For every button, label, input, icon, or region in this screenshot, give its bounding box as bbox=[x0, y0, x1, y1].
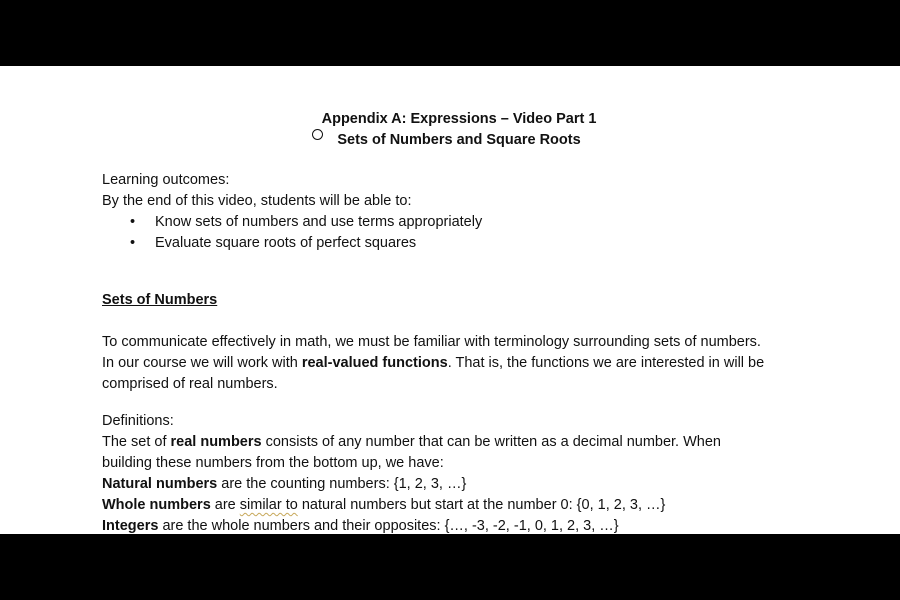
outcome-text: Know sets of numbers and use terms appropriately bbox=[155, 214, 483, 230]
list-item bbox=[102, 233, 822, 254]
title-line-2: Sets of Numbers and Square Roots bbox=[337, 132, 581, 148]
title-line-1: Appendix A: Expressions – Video Part 1 bbox=[321, 111, 597, 127]
text-run: are the whole numbers and their opposites: {…, -3, -2, -1, 0, 1, 2, 3, …} bbox=[158, 518, 619, 534]
bold-term: Whole numbers bbox=[102, 497, 211, 513]
bold-term: real numbers bbox=[170, 434, 262, 450]
paragraph-line: To communicate effectively in math, we must be familiar with terminology surrounding sets of numbers. bbox=[102, 334, 761, 350]
paragraph-line: comprised of real numbers. bbox=[102, 376, 278, 392]
outcome-text: Evaluate square roots of perfect squares bbox=[155, 235, 417, 251]
text-run: are bbox=[210, 497, 240, 513]
outcomes-intro: By the end of this video, students will be able to: bbox=[102, 193, 412, 209]
list-item bbox=[102, 212, 822, 233]
bold-term: Integers bbox=[102, 518, 159, 534]
definitions-heading: Definitions: bbox=[102, 413, 174, 429]
text-run: natural numbers but start at the number 0: {0, 1, 2, 3, …} bbox=[297, 497, 666, 513]
definition-line: building these numbers from the bottom up, we have: bbox=[102, 455, 444, 471]
bullet-icon: • bbox=[130, 235, 136, 251]
sets-of-numbers-section bbox=[102, 290, 822, 311]
mouse-cursor-ring-icon bbox=[312, 129, 323, 140]
definition-line bbox=[102, 516, 822, 534]
letterbox-top bbox=[0, 0, 900, 66]
document-page bbox=[0, 66, 900, 534]
definitions-block bbox=[102, 411, 822, 534]
paragraph-line bbox=[102, 353, 822, 374]
definition-line bbox=[102, 432, 822, 453]
grammar-flag: similar to bbox=[239, 497, 298, 513]
document-title bbox=[0, 109, 900, 151]
letterbox-bottom bbox=[0, 534, 900, 600]
learning-outcomes-block bbox=[102, 170, 822, 254]
text-run: In our course we will work with bbox=[102, 355, 302, 371]
outcomes-heading: Learning outcomes: bbox=[102, 172, 230, 188]
bullet-icon: • bbox=[130, 214, 136, 230]
bold-term: Natural numbers bbox=[102, 476, 218, 492]
bold-term: real-valued functions bbox=[301, 355, 448, 371]
text-run: The set of bbox=[102, 434, 171, 450]
text-run: consists of any number that can be written as a decimal number. When bbox=[261, 434, 721, 450]
outcomes-list bbox=[102, 212, 822, 254]
sets-paragraph bbox=[102, 332, 822, 395]
text-run: are the counting numbers: {1, 2, 3, …} bbox=[217, 476, 467, 492]
text-run: . That is, the functions we are interested in will be bbox=[447, 355, 765, 371]
definition-line bbox=[102, 495, 822, 516]
section-heading: Sets of Numbers bbox=[102, 292, 218, 308]
definition-line bbox=[102, 474, 822, 495]
